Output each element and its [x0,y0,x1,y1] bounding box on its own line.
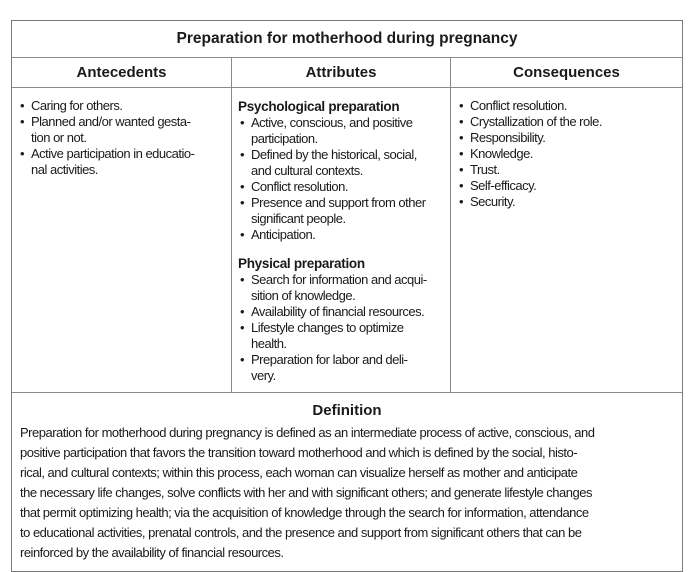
list-item: • Preparation for labor and deli- very. [238,352,447,384]
body-row [12,88,682,393]
list-item: • Planned and/or wanted gesta- tion or not. [18,114,228,146]
definition-heading: Definition [312,402,382,419]
definition-section [12,401,682,571]
list-item: • Security. [457,194,679,210]
list-item: • Search for information and acqui- sition of knowledge. [238,272,447,304]
psychological-heading: Psychological preparation [238,99,400,114]
antecedents-cell [12,88,232,392]
concept-table [11,20,683,572]
list-item: • Lifestyle changes to optimize health. [238,320,447,352]
list-item: • Availability of financial resources. [238,304,447,320]
header-row [12,58,682,88]
list-item: • Active, conscious, and positive participation. [238,115,447,147]
table-title: Preparation for motherhood during pregnancy [12,21,682,58]
list-item: • Knowledge. [457,146,679,162]
list-item: • Trust. [457,162,679,178]
definition-text: Preparation for motherhood during pregnancy is defined as an intermediate process of active, conscious, and positive participation that favors the transition toward motherhood and which is defined by the social, histo- rical, and cultural contexts; within this process, each woman can visualize herself as mother and anticipate the necessary life changes, solve conflicts with her and with significant others; and generate lifestyle changes that permit optimizing health; via the acquisition of knowledge through the search for information, attendance to educational activities, prenatal controls, and the presence and support from significant others that can be reinforced by the availability of financial resources. [20,425,595,560]
header-consequences: Consequences [513,64,620,81]
header-attributes: Attributes [232,58,451,87]
list-item: • Defined by the historical, social, and cultural contexts. [238,147,447,179]
list-item: • Conflict resolution. [457,98,679,114]
physical-heading: Physical preparation [238,256,365,271]
list-item: • Anticipation. [238,227,447,243]
header-antecedents: Antecedents [12,58,232,87]
list-item: • Presence and support from other significant people. [238,195,447,227]
consequences-cell [451,88,682,392]
list-item: • Self-efficacy. [457,178,679,194]
attributes-cell [232,88,451,392]
list-item: • Active participation in educatio- nal activities. [18,146,228,178]
list-item: • Responsibility. [457,130,679,146]
list-item: • Conflict resolution. [238,179,447,195]
list-item: • Crystallization of the role. [457,114,679,130]
list-item: • Caring for others. [18,98,228,114]
